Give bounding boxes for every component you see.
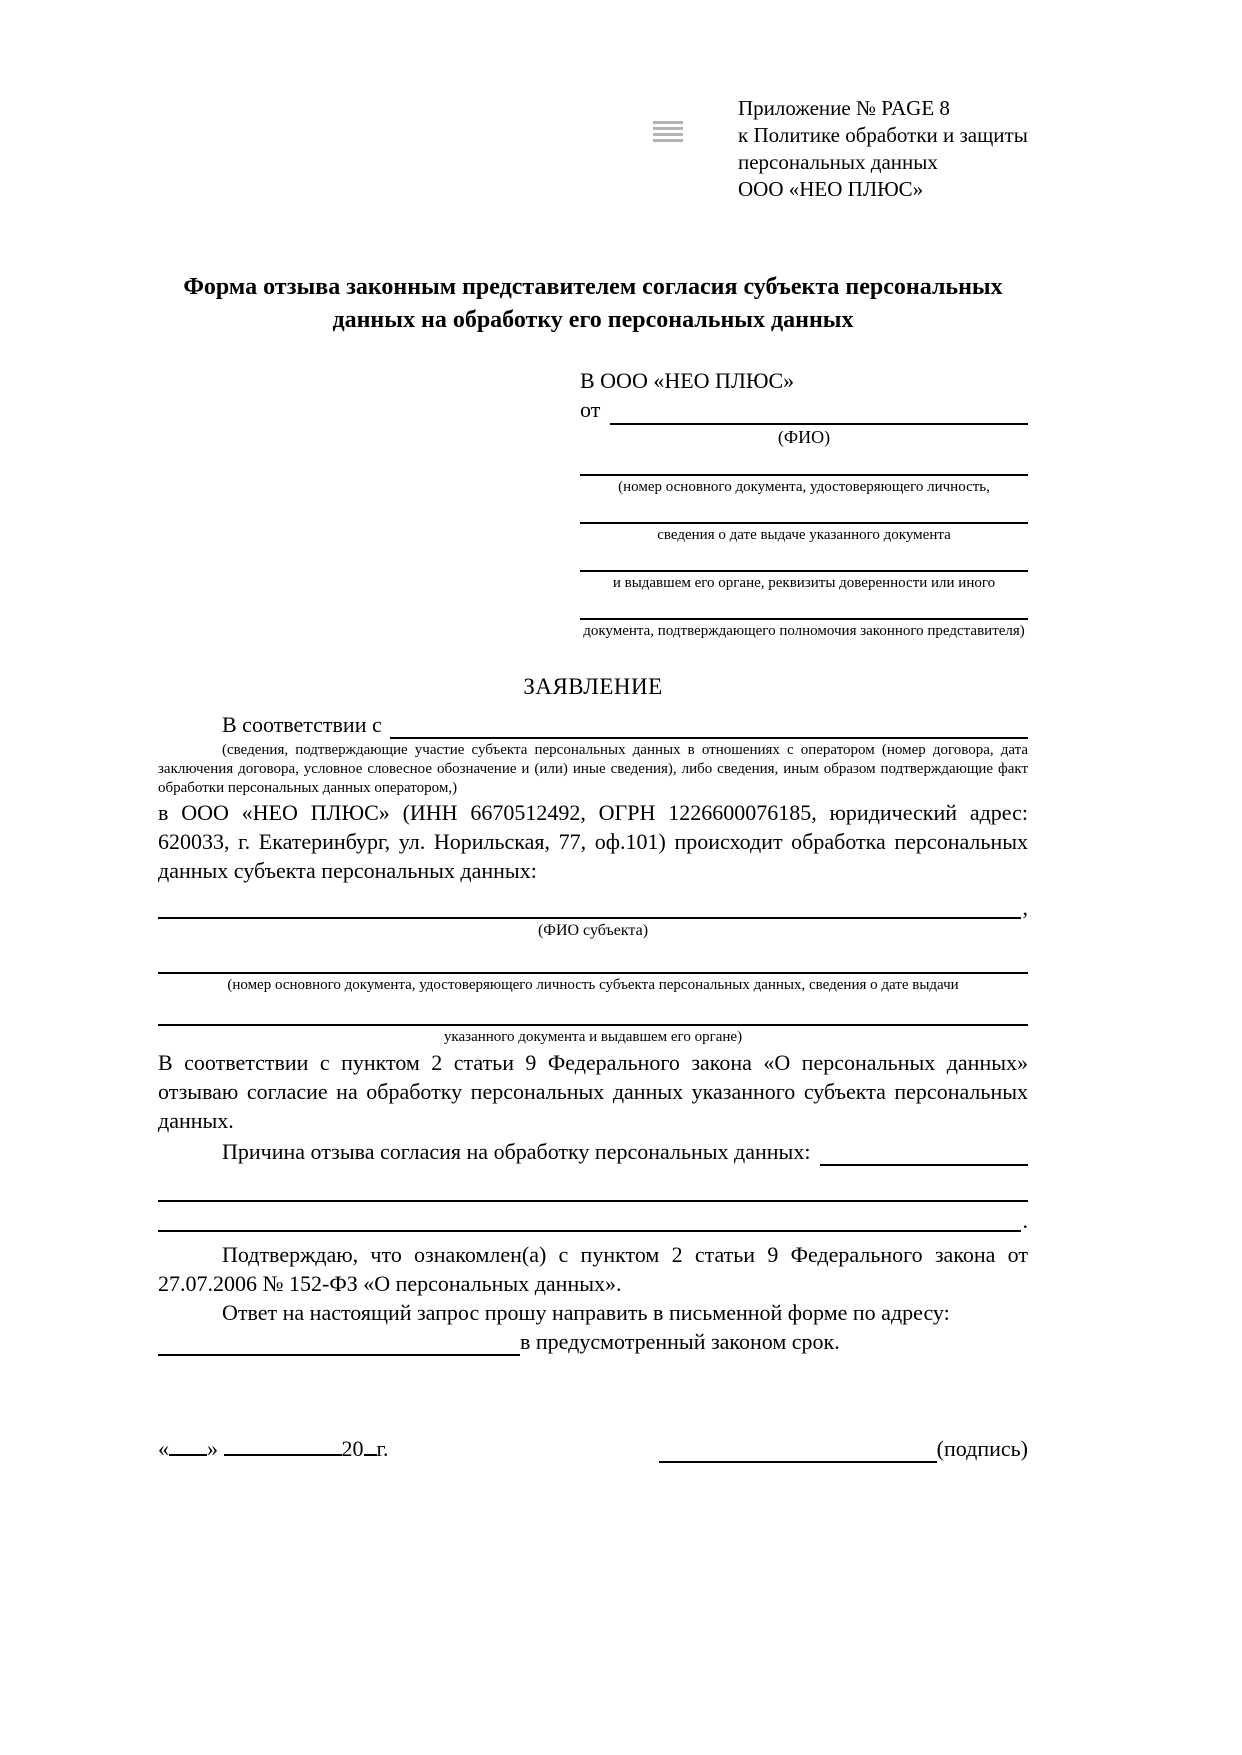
intro-prefix: В соответствии с [222, 712, 382, 737]
from-label: от [580, 397, 601, 422]
subject-fio-fill-row [158, 885, 1028, 919]
signature-fill-line [659, 1443, 937, 1463]
footer-row [158, 1434, 1028, 1463]
withdraw-paragraph: В соответствии с пунктом 2 статьи 9 Федерального закона «О персональных данных» отзываю согласие на обработку персональных данных указанного субъекта персональных данных. [158, 1050, 1028, 1133]
addressee-company: В ООО «НЕО ПЛЮС» [580, 368, 795, 393]
subject-fio-line-comma: , [1022, 895, 1028, 920]
reply-tail-row [158, 1327, 1028, 1356]
reason-label: Причина отзыва согласия на обработку персональных данных: [222, 1139, 811, 1164]
document-title: Форма отзыва законным представителем согласия субъекта персональных данных на обработку его персональных данных [183, 274, 1003, 333]
appendix-line-1: Приложение № PAGE 8 [738, 96, 950, 120]
subject-doc-caption-2: указанного документа и выдавшем его органе) [443, 1029, 743, 1045]
signature-caption: (подпись) [936, 1436, 1028, 1461]
signature-block [659, 1434, 1028, 1463]
reply-address-fill-line [158, 1330, 520, 1356]
reply-tail-text: в предусмотренный законом срок. [520, 1329, 840, 1354]
doc-issue-date-fill-line [580, 498, 1028, 524]
day-quote-open: « [158, 1436, 169, 1461]
day-fill-line [169, 1436, 207, 1456]
reason-fill-line-1 [820, 1164, 1028, 1166]
day-quote-close: » [207, 1436, 218, 1461]
date-block [158, 1434, 389, 1463]
intro-footnote: (сведения, подтверждающие участие субъекта персональных данных в отношениях с оператором (номер договора, дата заключения договора, условное словесное обозначение и (или) иные сведения), либо сведения, иным образом подтверждающие факт обработки персональных данных оператором,) [158, 742, 1028, 796]
appendix-line-2: к Политике обработки и защиты [738, 123, 1028, 147]
doc-number-caption: (номер основного документа, удостоверяющего личность, [618, 479, 990, 495]
from-fill-line [610, 423, 1028, 425]
fio-caption: (ФИО) [777, 427, 831, 447]
text-lines-icon [653, 121, 683, 143]
statement-heading: ЗАЯВЛЕНИЕ [523, 674, 663, 699]
intro-fill-line [390, 737, 1028, 739]
year-fill-line [364, 1436, 377, 1456]
subject-fio-caption: (ФИО субъекта) [537, 922, 649, 939]
operator-paragraph: в ООО «НЕО ПЛЮС» (ИНН 6670512492, ОГРН 1226600076185, юридический адрес: 620033, г. Екатеринбург, ул. Норильская, 77, оф.101) происходит обработка персональных данных субъекта персональных данных: [158, 800, 1028, 883]
doc-authority-caption: и выдавшем его органе, реквизиты доверенности или иного [612, 575, 996, 591]
reason-fill-row-3 [158, 1202, 1028, 1232]
from-row [580, 395, 1028, 425]
appendix-line-3: персональных данных [738, 150, 938, 174]
reply-paragraph: Ответ на настоящий запрос прошу направить в письменной форме по адресу: [222, 1300, 950, 1325]
addressee-block [580, 367, 1028, 640]
subject-doc-caption-1: (номер основного документа, удостоверяющего личность субъекта персональных данных, сведения о дате выдачи [227, 977, 959, 993]
confirm-paragraph: Подтверждаю, что ознакомлен(а) с пунктом 2 статьи 9 Федерального закона от 27.07.2006 № 152-ФЗ «О персональных данных». [158, 1242, 1028, 1296]
month-fill-line [224, 1436, 342, 1456]
doc-authority-fill-line [580, 546, 1028, 572]
subject-doc-fill-line [158, 944, 1028, 974]
reason-line-period: . [1022, 1208, 1028, 1233]
year-prefix: 20 [341, 1436, 364, 1461]
subject-fio-fill-line [158, 917, 1021, 919]
reason-fill-line-2 [158, 1166, 1028, 1202]
representative-doc-fill-line [580, 594, 1028, 620]
representative-doc-caption: документа, подтверждающего полномочия законного представителя) [583, 623, 1025, 639]
reason-fill-line-3 [158, 1230, 1021, 1232]
doc-number-fill-line [580, 450, 1028, 476]
header [158, 95, 1028, 207]
doc-issue-date-caption: сведения о дате выдаче указанного документа [657, 527, 951, 543]
intro-row [158, 710, 1028, 739]
year-suffix: г. [376, 1436, 389, 1461]
reason-row [158, 1137, 1028, 1166]
appendix-note [738, 95, 1028, 203]
appendix-line-4: ООО «НЕО ПЛЮС» [738, 177, 924, 201]
subject-doc-authority-fill-line [158, 996, 1028, 1026]
